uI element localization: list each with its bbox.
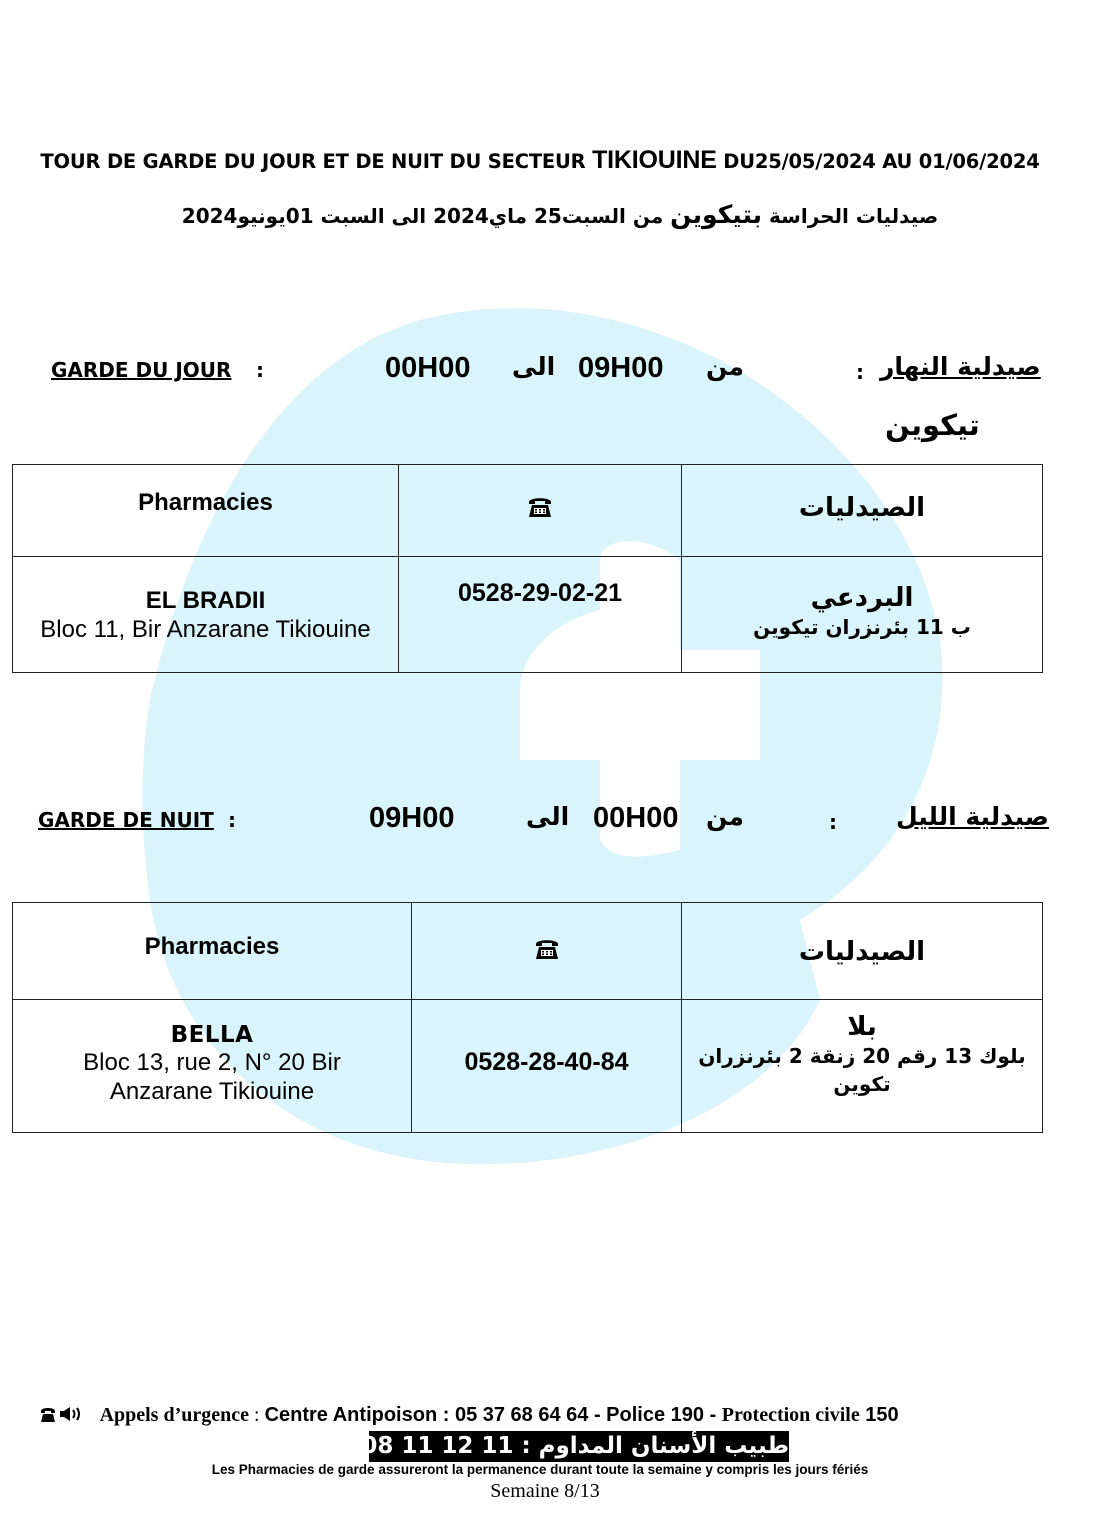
protection-label: Protection civile xyxy=(721,1404,860,1426)
day-guard-label-ar: صيدلية النهار xyxy=(880,352,1041,381)
column-header-phone xyxy=(399,465,682,557)
night-guard-colon-ar: : xyxy=(829,810,837,834)
pharmacy-address-ar: ب 11 بئرنزران تيكوين xyxy=(753,615,971,639)
telephone-icon xyxy=(534,935,560,961)
night-guard-table xyxy=(12,902,1043,1133)
urgence-label: Appels d’urgence xyxy=(99,1404,250,1426)
day-guard-colon: : xyxy=(256,358,264,382)
telephone-icon xyxy=(527,493,553,519)
table-header-row xyxy=(13,465,1043,557)
night-guard-word-from: من xyxy=(706,802,744,831)
night-guard-time-to: 09H00 xyxy=(369,802,455,834)
emergency-calls-line: Appels d’urgence : Centre Antipoison : 05 37 68 64 64 - Police 190 - Protection civile 150 xyxy=(40,1404,1050,1427)
day-guard-label-fr: GARDE DU JOUR xyxy=(51,358,232,382)
pharmacy-phone-cell xyxy=(399,557,682,673)
antipoison-text: Centre Antipoison : 05 37 68 64 64 - Police 190 - xyxy=(264,1404,722,1426)
pharmacy-name-fr: EL BRADII xyxy=(145,587,266,614)
pharmacy-cell-ar xyxy=(682,1000,1043,1133)
permanence-notice: Les Pharmacies de garde assureront la permanence durant toute la semaine y compris les jours fériés xyxy=(211,1462,869,1477)
pharmacy-address-fr-line2: Anzarane Tikiouine xyxy=(109,1078,315,1105)
pharmacy-name-ar: بلا xyxy=(847,1012,877,1042)
table-row xyxy=(13,1000,1043,1133)
night-guard-label-ar: صيدلية الليل xyxy=(896,802,1049,831)
day-guard-time-from: 09H00 xyxy=(578,352,664,384)
night-guard-label-fr: GARDE DE NUIT xyxy=(38,808,214,832)
column-header-pharmacies: Pharmacies xyxy=(13,903,412,1000)
pharmacy-name-fr: BELLA xyxy=(170,1022,254,1048)
day-guard-city-ar: تيكوين xyxy=(885,408,980,442)
pharmacy-phone-cell xyxy=(412,1000,682,1133)
table-header-row xyxy=(13,903,1043,1000)
day-guard-colon-ar: : xyxy=(856,360,864,384)
pharmacy-phone: 0528-28-40-84 xyxy=(464,1048,629,1076)
night-guard-colon: : xyxy=(228,808,236,832)
pharmacy-cell-fr xyxy=(13,1000,412,1133)
pharmacy-name-ar: البردعي xyxy=(810,583,914,613)
sector-name: TIKIOUINE xyxy=(592,146,717,174)
column-header-pharmacies: Pharmacies xyxy=(13,465,399,557)
week-number: Semaine 8/13 xyxy=(490,1480,600,1502)
pharmacy-address-ar-line1: بلوك 13 رقم 20 زنقة 2 بئرنزران xyxy=(698,1044,1026,1068)
day-guard-time-to: 00H00 xyxy=(385,352,471,384)
night-guard-time-from: 00H00 xyxy=(593,802,679,834)
column-header-phone xyxy=(412,903,682,1000)
pharmacy-address-ar-line2: تكوين xyxy=(833,1072,891,1096)
sector-name-ar: بتيكوين xyxy=(670,200,763,229)
page-title-fr: TOUR DE GARDE DU JOUR ET DE NUIT DU SECTEUR TIKIOUINE DU25/05/2024 AU 01/06/2024 xyxy=(40,146,1040,174)
phone-speaker-icon xyxy=(40,1405,84,1423)
day-guard-word-to: الى xyxy=(512,352,556,381)
table-row xyxy=(13,557,1043,673)
column-header-ar: الصيدليات xyxy=(682,903,1043,1000)
night-guard-word-to: الى xyxy=(526,802,570,831)
pharmacy-phone: 0528-29-02-21 xyxy=(457,579,622,607)
dentist-on-call-banner: طبيب الأسنان المداوم : 11 12 11 08 06 xyxy=(369,1431,789,1462)
page-title-ar: صيدليات الحراسة بتيكوين من السبت25 ماي2024 الى السبت 01يونيو2024 xyxy=(181,200,939,229)
pharmacy-cell-ar xyxy=(682,557,1043,673)
day-guard-word-from: من xyxy=(706,352,744,381)
column-header-ar: الصيدليات xyxy=(682,465,1043,557)
protection-number: 150 xyxy=(859,1404,899,1426)
pharmacy-address-fr: Bloc 11, Bir Anzarane Tikiouine xyxy=(40,616,371,643)
pharmacy-address-fr-line1: Bloc 13, rue 2, N° 20 Bir xyxy=(83,1049,341,1076)
pharmacy-cell-fr xyxy=(13,557,399,673)
day-guard-table xyxy=(12,464,1043,673)
